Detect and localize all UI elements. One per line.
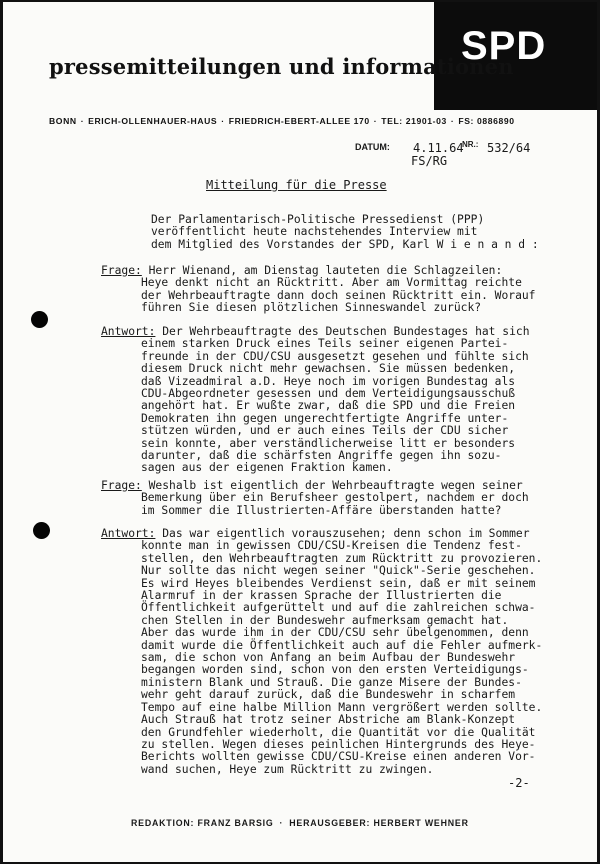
nr-label: NR.: — [462, 140, 479, 149]
spd-logo: SPD — [461, 24, 547, 68]
text-line: im Sommer die Illustrierten-Affäre überstanden hatte? — [141, 503, 502, 517]
intro-line: veröffentlicht heute nachstehendes Interview mit — [151, 225, 478, 239]
text-line: sein konnte, aber verständlicherweise litt er besonders — [141, 436, 516, 450]
text-line: Demokraten ihn gegen ungerechtfertigte Angriffe unter- — [141, 411, 509, 425]
text-line: damit wurde die Öffentlichkeit auch auf die Fehler aufmerk- — [141, 638, 543, 652]
text-line: begangen worden sind, schon von den ersten Verteidigungs- — [141, 663, 529, 677]
footer-herausgeber: HERAUSGEBER: HERBERT WEHNER — [289, 818, 469, 828]
address-street: FRIEDRICH-EBERT-ALLEE 170 — [228, 116, 370, 126]
text-line: stellen, den Wehrbeauftragten zum Rücktritt zu provozieren. — [141, 551, 543, 565]
text-line: Berichts wollten gewisse CDU/CSU-Kreise einen anderen Vor- — [141, 750, 536, 764]
speaker-label: Frage: — [101, 264, 142, 277]
answer-2 — [101, 528, 542, 776]
address-building: ERICH-OLLENHAUER-HAUS — [88, 116, 218, 126]
datum-label: DATUM: — [355, 142, 390, 152]
text-line: konnte man in gewissen CDU/CSU-Kreisen die Tendenz fest- — [141, 539, 522, 553]
text-line: freunde in der CDU/CSU ausgesetzt gesehen und fühlte sich — [141, 349, 529, 363]
text-line: Aber das wurde ihm in der CDU/CSU sehr übelgenommen, denn — [141, 626, 529, 640]
address-city: BONN — [49, 116, 77, 126]
text-line: daß Vizeadmiral a.D. Heye noch im vorigen Bundestag als — [141, 374, 516, 388]
intro-line: dem Mitglied des Vorstandes der SPD, Karl W i e n a n d : — [151, 237, 539, 251]
text-line: Tempo auf eine halbe Million Mann vergrößert werden sollte. — [141, 700, 543, 714]
nr-value: 532/64 — [487, 141, 531, 155]
subject-heading: Mitteilung für die Presse — [206, 178, 387, 192]
page-number: -2- — [508, 776, 530, 790]
intro-line: Der Parlamentarisch-Politische Pressedienst (PPP) — [151, 213, 485, 226]
text-line: führen Sie diesen plötzlichen Sinneswandel zurück? — [141, 301, 482, 315]
text-line: diesem Druck nicht mehr gewachsen. Sie müssen bedenken, — [141, 362, 516, 376]
text-line: Der Wehrbeauftragte des Deutschen Bundestages hat sich — [155, 325, 530, 338]
text-line: Es wird Heyes bleibendes Verdienst sein, daß er mit seinem — [141, 576, 536, 590]
text-line: der Wehrbeauftragte dann doch seinen Rücktritt ein. Worauf — [141, 288, 536, 302]
address-fs: FS: 0886890 — [458, 116, 515, 126]
speaker-label: Antwort: — [101, 325, 156, 338]
text-line: Heye denkt nicht an Rücktritt. Aber am Vormittag reichte — [141, 276, 522, 290]
text-line: Das war eigentlich vorauszusehen; denn schon im Sommer — [155, 527, 530, 540]
text-line: Herr Wienand, am Dienstag lauteten die Schlagzeilen: — [141, 264, 503, 277]
text-line: einem starken Druck eines Teils seiner eigenen Partei- — [141, 337, 509, 351]
punch-hole-lower — [33, 522, 50, 539]
datum-value: 4.11.64 — [413, 141, 464, 155]
intro-paragraph — [151, 214, 539, 251]
text-line: wehr geht darauf zurück, daß die Bundeswehr in scharfem — [141, 688, 516, 702]
text-line: Nur sollte das nicht wegen seiner "Quick"-Serie geschehen. — [141, 564, 536, 578]
text-line: stützen würden, und er auch eines Teils der CDU sicher — [141, 424, 509, 438]
question-2 — [101, 480, 529, 517]
answer-1 — [101, 326, 530, 475]
text-line: sagen aus der eigenen Fraktion kamen. — [141, 461, 393, 475]
text-line: Bemerkung über ein Berufsheer gestolpert, nachdem er doch — [141, 491, 529, 505]
speaker-label: Antwort: — [101, 527, 156, 540]
text-line: den Grundfehler wiederholt, die Quantität vor die Qualität — [141, 725, 536, 739]
footer-credits: REDAKTION: FRANZ BARSIG · HERAUSGEBER: HERBERT WEHNER — [131, 818, 469, 828]
text-line: Weshalb ist eigentlich der Wehrbeauftragte wegen seiner — [141, 479, 523, 492]
text-line: CDU-Abgeordneter gesessen und dem Verteidigungsausschuß — [141, 387, 516, 401]
text-line: sam, die schon von Anfang an beim Aufbau der Bundeswehr — [141, 651, 516, 665]
text-line: Alarmruf in der krassen Sprache der Illustrierten die — [141, 589, 502, 603]
text-line: wand suchen, Heye zum Rücktritt zu zwingen. — [141, 762, 434, 776]
text-line: angehört hat. Er wußte zwar, daß die SPD und die Freien — [141, 399, 516, 413]
question-1 — [101, 265, 535, 315]
address-tel: TEL: 21901-03 — [381, 116, 447, 126]
text-line: darunter, daß die schärfsten Angriffe gegen ihn sozu- — [141, 449, 502, 463]
text-line: Auch Strauß hat trotz seiner Abstriche am Blank-Konzept — [141, 713, 516, 727]
initials: FS/RG — [411, 154, 448, 168]
punch-hole-upper — [31, 311, 48, 328]
text-line: Öffentlichkeit aufgerüttelt und auf die zahlreichen schwa- — [141, 601, 536, 615]
text-line: ministern Blank und Strauß. Die ganze Misere der Bundes- — [141, 675, 522, 689]
footer-redaktion: REDAKTION: FRANZ BARSIG — [131, 818, 274, 828]
text-line: chen Stellen in der Bundeswehr aufmerksam gemacht hat. — [141, 613, 509, 627]
masthead-title: pressemitteilungen und informationen — [49, 54, 514, 79]
address-line: BONN · ERICH-OLLENHAUER-HAUS · FRIEDRICH-EBERT-ALLEE 170 · TEL: 21901-03 · FS: 0886890 — [49, 116, 515, 126]
text-line: zu stellen. Wegen dieses peinlichen Hintergrunds des Heye- — [141, 737, 536, 751]
speaker-label: Frage: — [101, 479, 142, 492]
